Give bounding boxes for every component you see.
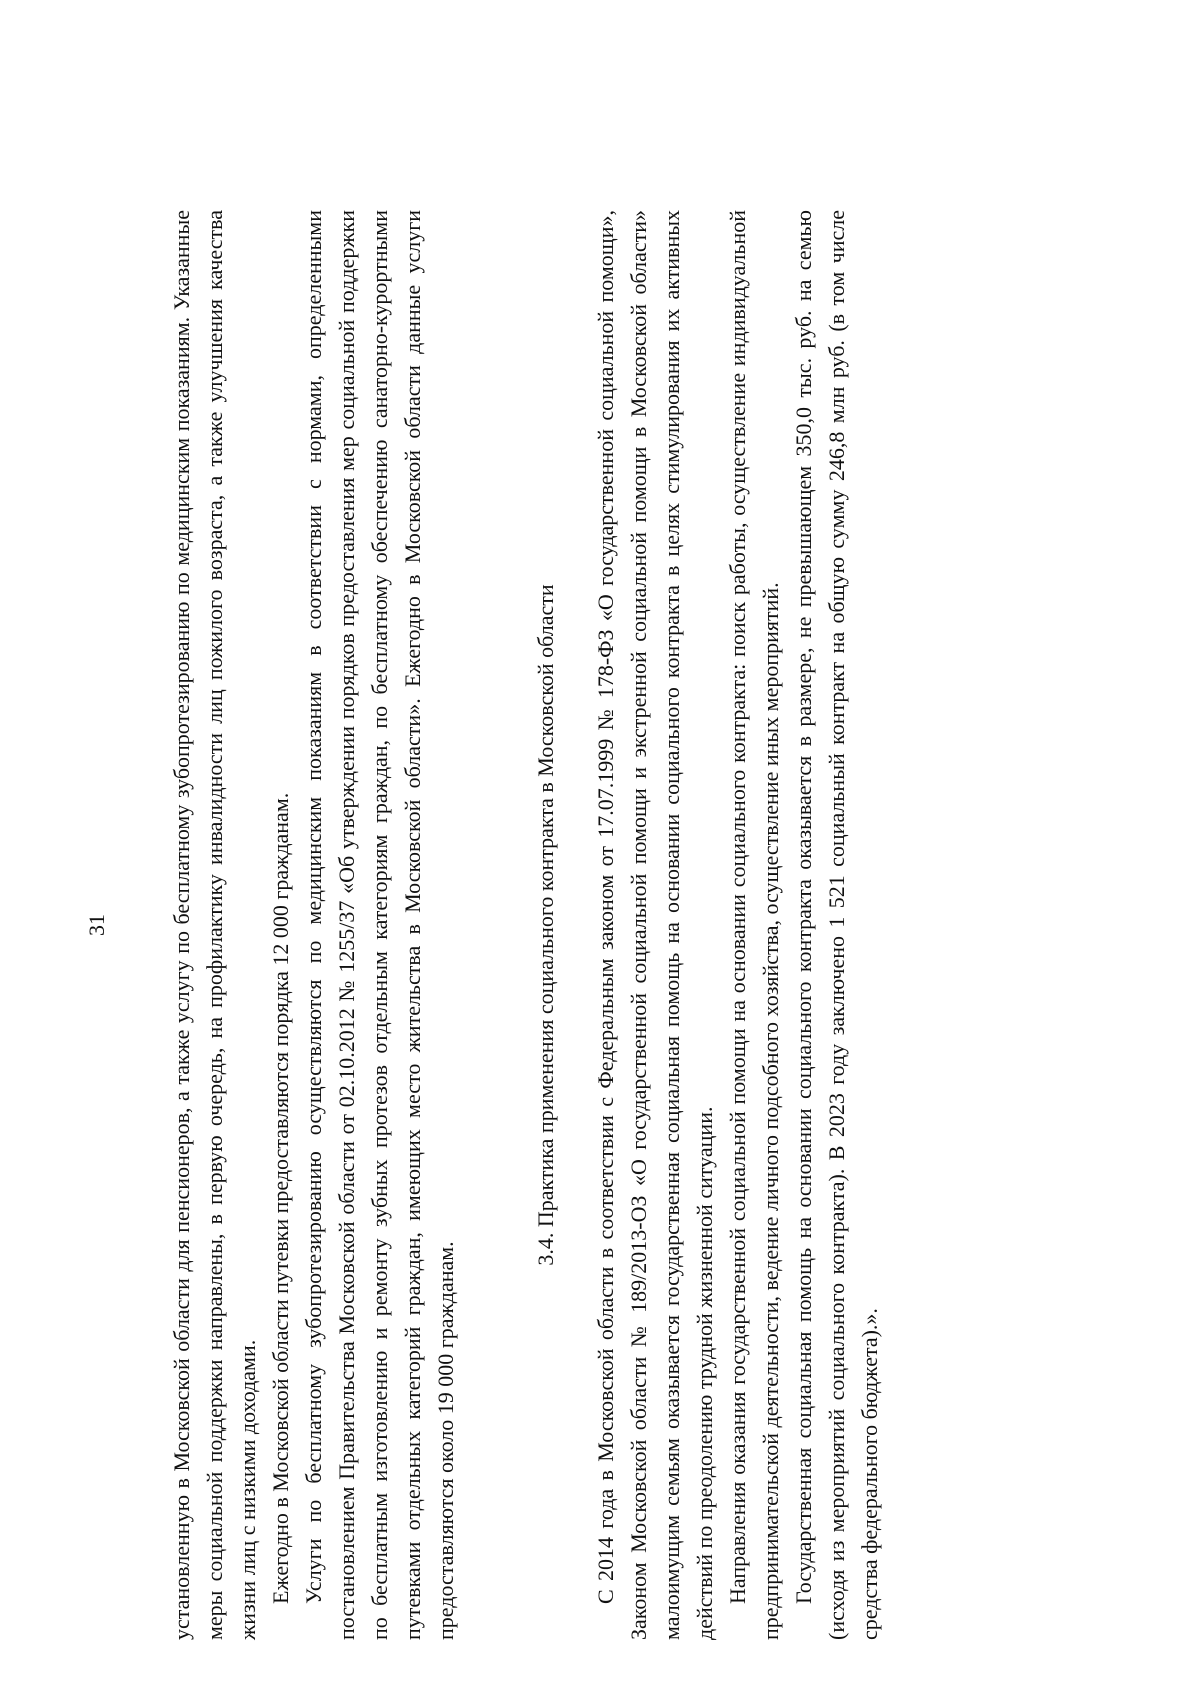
paragraph: установленную в Московской области для пенсионеров, а также услугу по бесплатному зубопротезированию по медицинским показаниям. Указанные меры социальной поддержки направлены, в первую очередь, на профилактику инвалидности лиц пожилого возраста, а также улучшения качества жизни лиц с низкими доходами. [169,210,260,1640]
section-social-contract [589,210,886,1640]
paragraph: Государственная социальная помощь на основании социального контракта оказывается в размере, не превышающем 350,0 тыс. руб. на семью (исходя из мероприятий социального контракта). В 2023 году заключено 1 521 социальный контракт на общую сумму 246,8 млн руб. (в том числе средства федерального бюджета).». [791,210,882,1640]
section-heading: 3.4. Практика применения социального контракта в Московской области [533,584,558,1266]
paragraph: Услуги по бесплатному зубопротезированию осуществляются по медицинским показаниям в соответствии с нормами, определенными постановлением Правительства Московской области от 02.10.2012 № 1255/37 «Об утверждении порядков предоставления мер социальной поддержки по бесплатным изготовлению и ремонту зубных протезов отдельным категориям граждан, по бесплатному обеспечению санаторно-курортными путевками отдельных категорий граждан, имеющих место жительства в Московской области». Ежегодно в Московской области данные услуги предоставляются около 19 000 гражданам. [301,210,458,1640]
section-pensioner-services [165,210,462,1640]
paragraph: С 2014 года в Московской области в соответствии с Федеральным законом от 17.07.1999 № 178-ФЗ «О государственной социальной помощи», Законом Московской области № 189/2013-ОЗ «О государственной социальной помощи и экстренной социальной помощи в Московской области» малоимущим семьям оказывается государственная социальная помощь на основании социального контракта в целях стимулирования их активных действий по преодолению трудной жизненной ситуации. [593,210,717,1640]
page-number: 31 [84,914,109,936]
paragraph: Направления оказания государственной социальной помощи на основании социального контракта: поиск работы, осуществление индивидуальной предпринимательской деятельности, ведение личного подсобного хозяйства, осуществление иных мероприятий. [725,210,783,1640]
rotated-content [84,210,1075,1640]
paragraph: Ежегодно в Московской области путевки предоставляются порядка 12 000 гражданам. [268,792,293,1604]
